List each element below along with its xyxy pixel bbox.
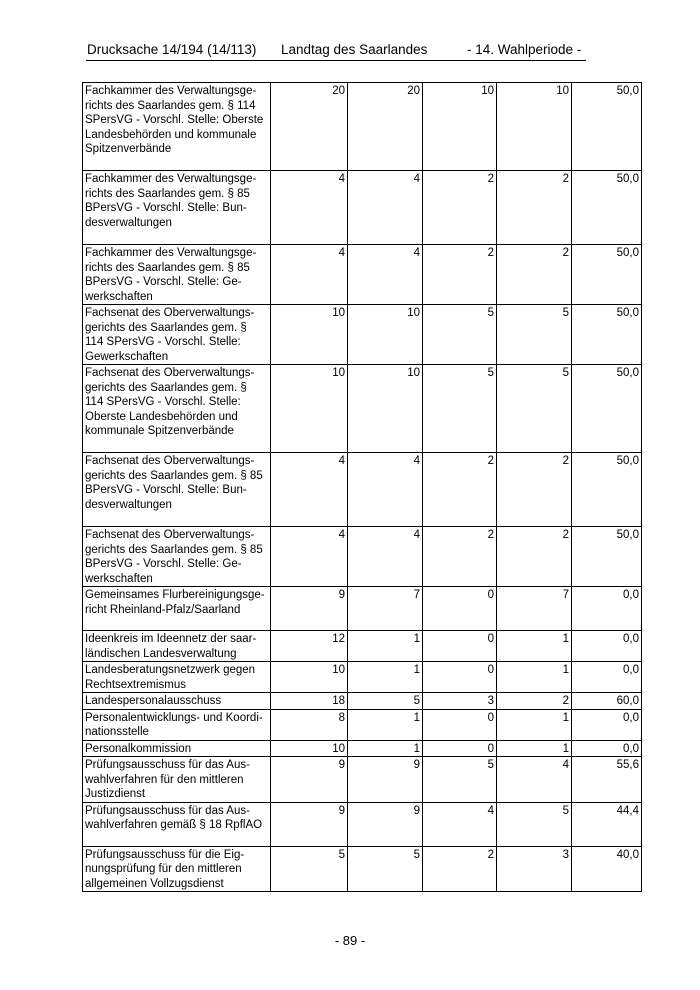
committee-name-line: Prüfungsausschuss für die Eig- (85, 848, 245, 861)
table-row (83, 709, 642, 740)
percentage-cell: 0,0 (572, 587, 642, 631)
count-cell-c4: 5 (497, 305, 572, 365)
count-cell-c3: 2 (423, 245, 497, 305)
committee-name-cell (83, 587, 271, 631)
legislative-period: - 14. Wahlperiode - (467, 42, 582, 57)
percentage-cell: 0,0 (572, 662, 642, 693)
committee-name-line: Spitzenverbände (85, 143, 172, 155)
committee-name-cell (83, 245, 271, 305)
committee-name-line: Landespersonalausschuss (85, 695, 222, 707)
count-cell-c3: 10 (423, 83, 497, 171)
count-cell-c2: 5 (348, 846, 423, 892)
count-cell-c2: 10 (348, 365, 423, 453)
percentage-cell: 50,0 (572, 453, 642, 527)
count-cell-c3: 5 (423, 757, 497, 803)
committee-name-cell (83, 171, 271, 245)
committee-name-line: desverwaltungen (85, 498, 172, 511)
count-cell-c1: 10 (271, 365, 348, 453)
committee-name-line: werkschaften (85, 290, 153, 303)
committee-name-line: Landesberatungsnetzwerk gegen (85, 664, 256, 676)
committee-name-line: BPersVG - Vorschl. Stelle: Ge- (85, 558, 242, 570)
committee-name-line: desverwaltungen (85, 216, 172, 229)
committee-name-cell (83, 846, 271, 892)
count-cell-c1: 10 (271, 662, 348, 693)
count-cell-c3: 5 (423, 305, 497, 365)
table-row (83, 527, 642, 587)
count-cell-c3: 2 (423, 171, 497, 245)
committee-name-line: ländischen Landesverwaltung (85, 647, 237, 660)
count-cell-c4: 10 (497, 83, 572, 171)
committee-name-line: gerichts des Saarlandes gem. § (85, 321, 247, 334)
count-cell-c2: 4 (348, 527, 423, 587)
count-cell-c2: 5 (348, 693, 423, 710)
count-cell-c1: 20 (271, 83, 348, 171)
committee-name-line: nationsstelle (85, 726, 149, 738)
table-row (83, 662, 642, 693)
committee-name-cell (83, 305, 271, 365)
table-row (83, 757, 642, 803)
count-cell-c1: 10 (271, 740, 348, 757)
committee-name-line: BPersVG - Vorschl. Stelle: Bun- (85, 202, 247, 214)
count-cell-c1: 9 (271, 802, 348, 846)
count-cell-c1: 9 (271, 757, 348, 803)
committee-name-line: Fachsenat des Oberverwaltungs- (85, 455, 255, 467)
header-divider (86, 60, 586, 61)
committee-name-line: BPersVG - Vorschl. Stelle: Ge- (85, 276, 242, 288)
committee-name-line: gerichts des Saarlandes gem. § 85 (85, 469, 263, 482)
committee-name-line: Ideenkreis im Ideennetz der saar- (85, 633, 257, 645)
count-cell-c1: 18 (271, 693, 348, 710)
committee-name-line: Fachsenat des Oberverwaltungs- (85, 307, 255, 319)
percentage-cell: 44,4 (572, 802, 642, 846)
committee-name-line: Fachkammer des Verwaltungsge- (85, 173, 257, 185)
percentage-cell: 50,0 (572, 245, 642, 305)
committee-name-line: 114 SPersVG - Vorschl. Stelle: (85, 336, 241, 348)
committee-name-line: Oberste Landesbehörden und (85, 410, 238, 423)
count-cell-c4: 4 (497, 757, 572, 803)
count-cell-c1: 9 (271, 587, 348, 631)
committee-name-cell (83, 693, 271, 710)
count-cell-c4: 1 (497, 740, 572, 757)
committee-name-line: 114 SPersVG - Vorschl. Stelle: (85, 396, 241, 408)
table-row (83, 587, 642, 631)
committee-name-line: wahlverfahren gemäß § 18 RpflAO (85, 819, 263, 831)
percentage-cell: 60,0 (572, 693, 642, 710)
committee-name-line: Fachkammer des Verwaltungsge- (85, 247, 257, 259)
committee-name-line: Landesbehörden und kommunale (85, 128, 257, 141)
committee-name-line: Fachsenat des Oberverwaltungs- (85, 529, 255, 541)
count-cell-c2: 20 (348, 83, 423, 171)
count-cell-c2: 1 (348, 709, 423, 740)
count-cell-c1: 4 (271, 453, 348, 527)
count-cell-c3: 2 (423, 453, 497, 527)
count-cell-c4: 3 (497, 846, 572, 892)
committee-name-cell (83, 83, 271, 171)
percentage-cell: 50,0 (572, 527, 642, 587)
count-cell-c1: 8 (271, 709, 348, 740)
committee-name-cell (83, 631, 271, 662)
committee-name-line: Personalentwicklungs- und Koordi- (85, 711, 263, 724)
count-cell-c4: 5 (497, 365, 572, 453)
count-cell-c4: 1 (497, 662, 572, 693)
committee-name-cell (83, 527, 271, 587)
count-cell-c1: 10 (271, 305, 348, 365)
count-cell-c2: 4 (348, 245, 423, 305)
committee-name-line: Gemeinsames Flurbereinigungsge- (85, 589, 265, 601)
table-row (83, 171, 642, 245)
document-number: Drucksache 14/194 (14/113) (87, 42, 257, 57)
committee-name-line: richts des Saarlandes gem. § 85 (85, 187, 250, 200)
committee-name-line: kommunale Spitzenverbände (85, 425, 234, 437)
table-row (83, 631, 642, 662)
count-cell-c3: 0 (423, 740, 497, 757)
count-cell-c2: 4 (348, 453, 423, 527)
committee-table (82, 82, 642, 892)
table-row (83, 802, 642, 846)
committee-name-line: Personalkommission (85, 742, 192, 755)
count-cell-c3: 4 (423, 802, 497, 846)
count-cell-c4: 1 (497, 709, 572, 740)
count-cell-c1: 12 (271, 631, 348, 662)
table-row (83, 305, 642, 365)
count-cell-c4: 2 (497, 245, 572, 305)
percentage-cell: 55,6 (572, 757, 642, 803)
count-cell-c2: 9 (348, 757, 423, 803)
count-cell-c3: 2 (423, 846, 497, 892)
count-cell-c4: 2 (497, 453, 572, 527)
count-cell-c3: 0 (423, 587, 497, 631)
parliament-name: Landtag des Saarlandes (281, 42, 428, 57)
committee-name-cell (83, 662, 271, 693)
count-cell-c4: 2 (497, 171, 572, 245)
table-row (83, 245, 642, 305)
committee-name-line: Gewerkschaften (85, 350, 169, 363)
committee-name-cell (83, 365, 271, 453)
count-cell-c2: 10 (348, 305, 423, 365)
percentage-cell: 50,0 (572, 365, 642, 453)
percentage-cell: 50,0 (572, 83, 642, 171)
count-cell-c2: 4 (348, 171, 423, 245)
percentage-cell: 0,0 (572, 631, 642, 662)
committee-name-line: wahlverfahren für den mittleren (85, 773, 244, 786)
count-cell-c3: 2 (423, 527, 497, 587)
committee-name-line: allgemeinen Vollzugsdienst (85, 877, 224, 890)
committee-name-line: Fachkammer des Verwaltungsge- (85, 85, 257, 97)
count-cell-c3: 0 (423, 709, 497, 740)
count-cell-c2: 9 (348, 802, 423, 846)
committee-name-line: nungsprüfung für den mittleren (85, 863, 242, 875)
count-cell-c2: 1 (348, 740, 423, 757)
page-header (87, 42, 587, 60)
percentage-cell: 0,0 (572, 740, 642, 757)
table-row (83, 693, 642, 710)
committee-name-line: werkschaften (85, 572, 153, 585)
table-row (83, 740, 642, 757)
committee-name-line: richt Rheinland-Pfalz/Saarland (85, 603, 241, 616)
committee-name-line: gerichts des Saarlandes gem. § (85, 381, 247, 394)
committee-name-line: Prüfungsausschuss für das Aus- (85, 759, 250, 771)
committee-name-line: BPersVG - Vorschl. Stelle: Bun- (85, 484, 247, 496)
table-row (83, 365, 642, 453)
count-cell-c4: 2 (497, 527, 572, 587)
count-cell-c2: 1 (348, 662, 423, 693)
committee-name-line: Rechtsextremismus (85, 678, 186, 691)
committee-name-cell (83, 709, 271, 740)
committee-name-cell (83, 757, 271, 803)
count-cell-c1: 4 (271, 245, 348, 305)
count-cell-c3: 5 (423, 365, 497, 453)
count-cell-c1: 5 (271, 846, 348, 892)
count-cell-c4: 2 (497, 693, 572, 710)
percentage-cell: 50,0 (572, 305, 642, 365)
percentage-cell: 40,0 (572, 846, 642, 892)
count-cell-c4: 7 (497, 587, 572, 631)
committee-name-cell (83, 453, 271, 527)
page-number: - 89 - (334, 933, 366, 948)
committee-name-cell (83, 802, 271, 846)
committee-name-line: gerichts des Saarlandes gem. § 85 (85, 543, 263, 556)
committee-name-cell (83, 740, 271, 757)
table-row (83, 83, 642, 171)
committee-name-line: Justizdienst (85, 788, 146, 800)
committee-name-line: richts des Saarlandes gem. § 85 (85, 261, 250, 274)
percentage-cell: 50,0 (572, 171, 642, 245)
committee-name-line: Fachsenat des Oberverwaltungs- (85, 367, 255, 379)
count-cell-c2: 7 (348, 587, 423, 631)
percentage-cell: 0,0 (572, 709, 642, 740)
count-cell-c3: 0 (423, 662, 497, 693)
count-cell-c4: 1 (497, 631, 572, 662)
table-row (83, 846, 642, 892)
count-cell-c1: 4 (271, 527, 348, 587)
count-cell-c1: 4 (271, 171, 348, 245)
committee-name-line: Prüfungsausschuss für das Aus- (85, 804, 250, 817)
count-cell-c3: 3 (423, 693, 497, 710)
committee-name-line: richts des Saarlandes gem. § 114 (85, 99, 256, 112)
count-cell-c4: 5 (497, 802, 572, 846)
committee-name-line: SPersVG - Vorschl. Stelle: Oberste (85, 114, 264, 126)
count-cell-c2: 1 (348, 631, 423, 662)
count-cell-c3: 0 (423, 631, 497, 662)
table-row (83, 453, 642, 527)
